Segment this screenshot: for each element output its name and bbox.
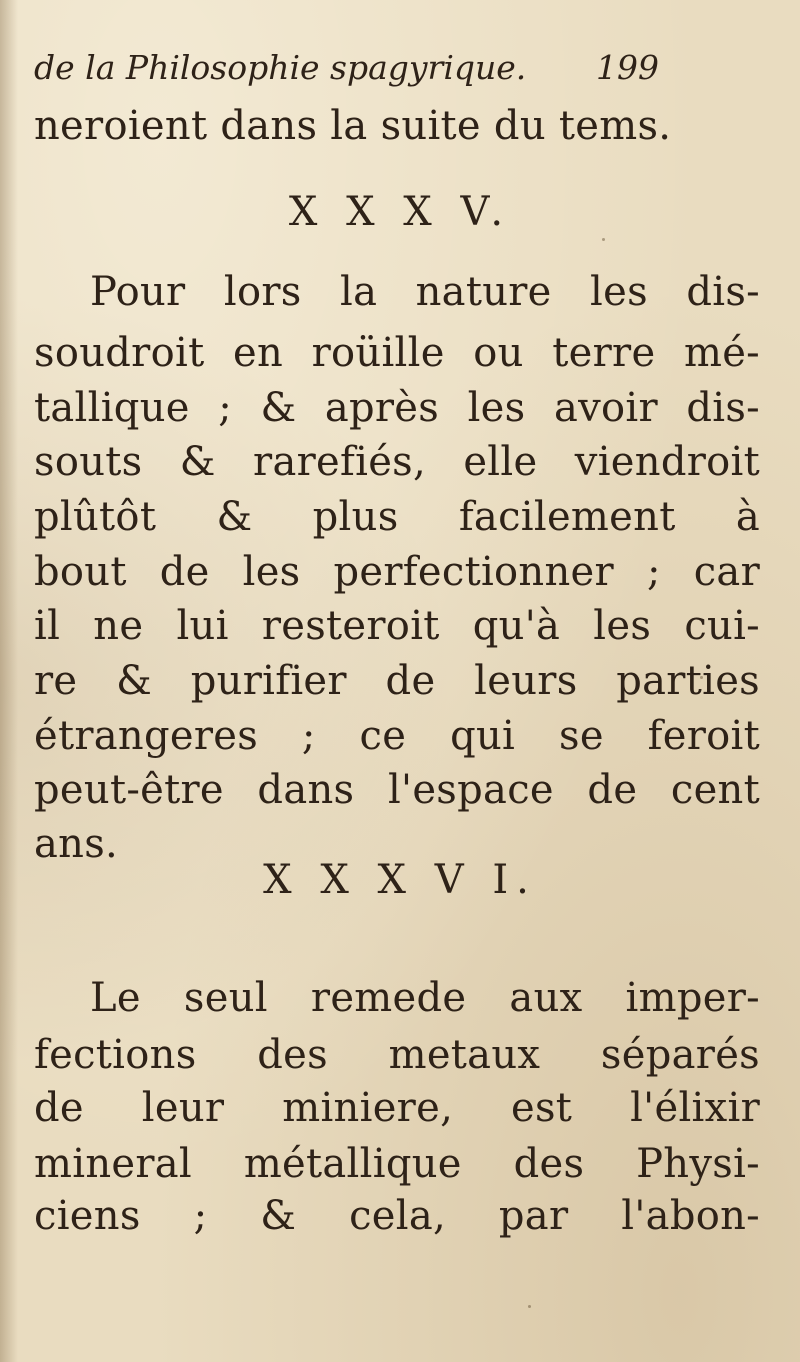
- paper-speck: [130, 1225, 133, 1228]
- text-line: ciens ; & cela, par l'abon-: [34, 1193, 760, 1239]
- paper-speck: [602, 238, 605, 241]
- running-head: de la Philosophie spagyrique.: [34, 48, 527, 87]
- text-line: plûtôt & plus facilement à: [34, 494, 760, 540]
- text-line: de leur miniere, est l'élixir: [34, 1085, 760, 1131]
- text-line: bout de les perfectionner ; car: [34, 549, 760, 595]
- text-line: Pour lors la nature les dis-: [90, 269, 760, 315]
- text-line: mineral métallique des Physi-: [34, 1141, 760, 1187]
- text-line: il ne lui resteroit qu'à les cui-: [34, 603, 760, 649]
- section-heading-xxxvi: X X X V I.: [263, 857, 537, 903]
- text-line: ans.: [34, 821, 119, 867]
- text-line: re & purifier de leurs parties: [34, 658, 760, 704]
- text-line: fections des metaux séparés: [34, 1032, 760, 1078]
- text-line: étrangeres ; ce qui se feroit: [34, 713, 760, 759]
- text-line: souts & rarefiés, elle viendroit: [34, 439, 760, 485]
- page-number: 199: [596, 48, 659, 87]
- text-line: tallique ; & après les avoir dis-: [34, 385, 760, 431]
- paper-speck: [700, 676, 703, 679]
- text-line: soudroit en roüille ou terre mé-: [34, 330, 760, 376]
- text-line: Le seul remede aux imper-: [90, 975, 760, 1021]
- text-line: neroient dans la suite du tems.: [34, 103, 672, 149]
- text-line: peut-être dans l'espace de cent: [34, 767, 760, 813]
- section-heading-xxxv: X X X V.: [288, 189, 512, 235]
- paper-speck: [528, 1305, 531, 1308]
